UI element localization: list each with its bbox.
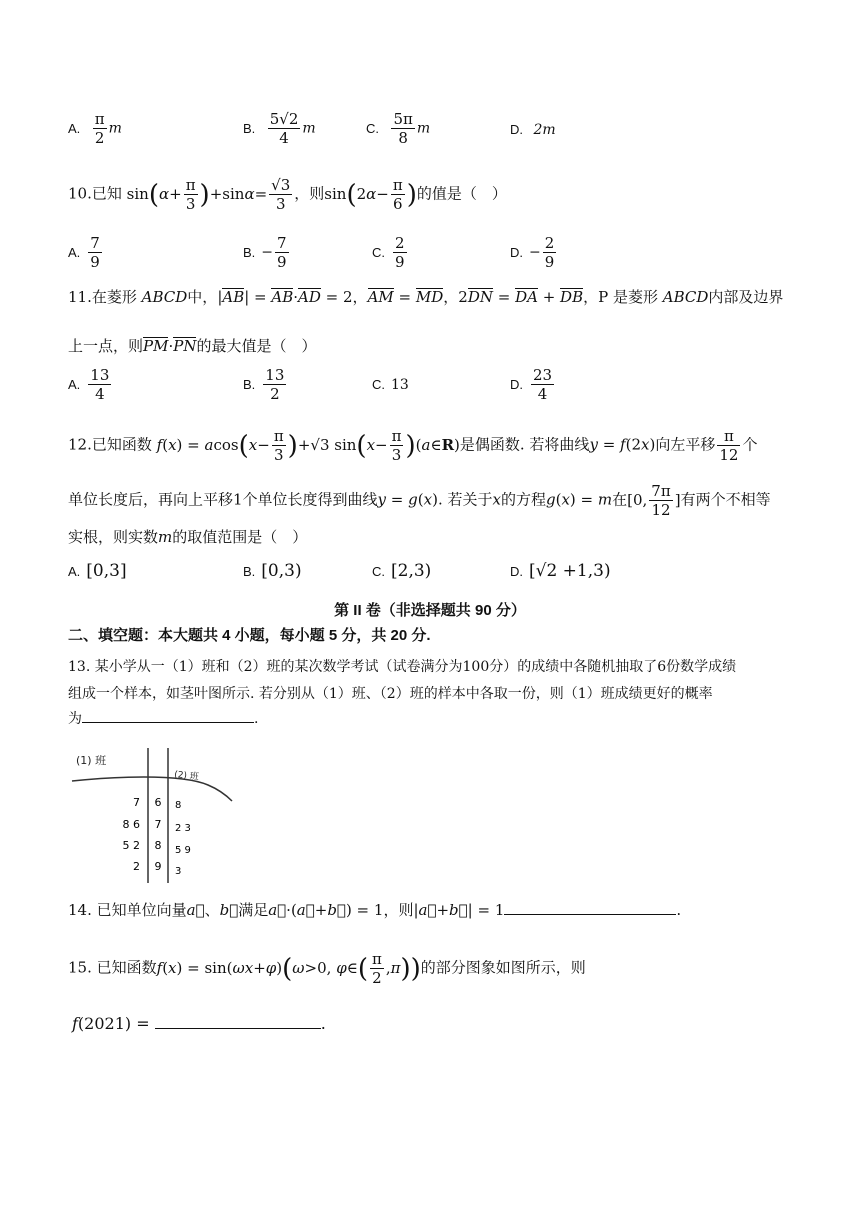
q9-option-a xyxy=(68,110,122,147)
option-label: C. xyxy=(372,244,385,260)
option-value: [0,3] xyxy=(86,561,127,581)
formula-vectors: |AB| = AB·AD = 2，AM = MD，2DN = DA + DB xyxy=(217,288,584,306)
section-title: 第 II 卷（非选择题共 90 分） xyxy=(334,602,526,619)
denominator: 9 xyxy=(277,253,287,271)
q11-line1 xyxy=(68,286,783,307)
question-text: 15. 已知函数 xyxy=(68,958,157,977)
numerator: 5π xyxy=(393,110,413,128)
option-label: D. xyxy=(510,244,523,260)
stem-leaf-right: 3 xyxy=(175,866,182,877)
formula-result: |a⃗+b⃗| = 1 xyxy=(413,901,505,919)
question-text: 已知 xyxy=(91,184,122,203)
answer-blank[interactable] xyxy=(82,706,254,723)
option-label: A. xyxy=(68,244,81,260)
q15-line1 xyxy=(68,950,586,987)
q12-option-a xyxy=(68,561,127,581)
question-text: 的部分图象如图所示，则 xyxy=(420,958,586,977)
question-text: 有两个不相等 xyxy=(680,490,771,509)
formula-curve: y = f(2x) xyxy=(589,435,656,454)
question-text: 个 xyxy=(742,435,758,454)
question-text: 在菱形 xyxy=(91,288,137,306)
q14-stem xyxy=(68,898,681,920)
stem-leaf-left: 8 6 xyxy=(122,818,140,831)
option-label: B. xyxy=(243,244,256,260)
formula-target: sin(2α− $\frac{\pi}{6}$ ) xyxy=(324,176,417,213)
numerator: 13 xyxy=(265,366,285,384)
question-number: 10. xyxy=(68,184,92,203)
question-number: 12. xyxy=(68,435,92,454)
q10-stem xyxy=(68,176,507,213)
denominator: 8 xyxy=(391,128,414,147)
denominator: 9 xyxy=(395,253,405,271)
question-text: 已知函数 xyxy=(91,435,152,454)
question-text: 实根，则实数 xyxy=(68,528,159,546)
vector-b: b⃗ xyxy=(219,901,239,919)
sign: − xyxy=(261,244,274,261)
question-text: 的值是（ ） xyxy=(416,184,507,203)
numerator: 7 xyxy=(90,234,100,252)
sign: − xyxy=(529,244,541,261)
question-text: 的取值范围是（ ） xyxy=(172,528,308,546)
numerator: 2 xyxy=(395,234,405,252)
q12-line1: 12.已知函数 f(x) = acos(x− $\frac{\pi}{3}$ )+√3 sin(x− $\frac{\pi}{3}$ )(a∈R)是偶函数. 若将曲线y = f(2x)向左平移 $\frac{\pi}{12}$ 个 xyxy=(68,427,758,464)
q9-option-b xyxy=(243,110,316,147)
denominator: 2 xyxy=(263,384,286,403)
question-text: . xyxy=(320,1014,326,1033)
numerator: 23 xyxy=(533,366,553,384)
option-value: 13 xyxy=(391,377,409,393)
formula-f-2021: f(2021) = xyxy=(72,1014,155,1033)
formula-f: f(x) = acos(x− $\frac{\pi}{3}$ )+√3 sin(x− $\frac{\pi}{3}$ )(a∈R) xyxy=(156,427,460,464)
option-label: A. xyxy=(68,564,81,579)
question-text: ，P 是菱形 xyxy=(583,288,658,306)
q12-line2: 单位长度后，再向上平移1个单位长度得到曲线y = g(x). 若关于x的方程g(x) = m在[0, $\frac{7\pi}{12}$ ]有两个不相等 xyxy=(68,482,771,519)
unit: m xyxy=(108,120,122,137)
option-label: C. xyxy=(372,377,385,392)
question-text: 向左平移 xyxy=(655,435,716,454)
stem-leaf-stem: 7 xyxy=(154,818,162,831)
question-text: 中， xyxy=(187,288,218,306)
q10-option-d xyxy=(510,234,558,271)
fraction xyxy=(93,110,107,147)
question-text: 14. 已知单位向量 xyxy=(68,901,187,919)
q15-line2 xyxy=(72,1012,326,1033)
q11-option-b xyxy=(243,366,288,403)
q10-option-a xyxy=(68,234,104,271)
formula-g: y = g(x) xyxy=(377,490,438,509)
question-text: . xyxy=(676,901,682,919)
numerator: 13 xyxy=(90,366,110,384)
numerator: 2 xyxy=(544,234,555,252)
option-label: B. xyxy=(243,376,256,392)
denominator: 4 xyxy=(531,384,554,403)
option-label: A. xyxy=(68,120,81,136)
answer-blank[interactable] xyxy=(504,898,676,915)
q11-option-a xyxy=(68,366,113,403)
option-label: D. xyxy=(510,122,523,137)
formula-f: f(x) = sin(ωx+φ)(ω>0, φ∈( $\frac{\pi}{2}$ ,π)) xyxy=(156,950,421,987)
fraction xyxy=(391,110,414,147)
numerator: 7 xyxy=(277,234,287,252)
formula-condition: a⃗·(a⃗+b⃗) = 1 xyxy=(268,901,384,919)
option-label: D. xyxy=(510,376,523,392)
formula-sin-alpha: sin(α+ $\frac{\pi}{3}$ )+sinα= $\frac{√3}{3}$ xyxy=(126,176,291,213)
option-label: A. xyxy=(68,376,81,392)
numerator: π xyxy=(94,110,105,128)
q13-line2: 组成一个样本，如茎叶图所示. 若分别从（1）班、（2）班的样本中各取一份，则（1）班成绩更好的概率 xyxy=(68,686,713,702)
answer-blank[interactable] xyxy=(155,1012,321,1029)
q12-option-c xyxy=(372,561,431,581)
denominator: 9 xyxy=(90,253,100,271)
left-header: (1) 班 xyxy=(76,754,107,767)
header-separator xyxy=(72,777,232,801)
question-text: . 若关于 xyxy=(437,490,493,509)
q11-line2 xyxy=(68,335,316,356)
q11-option-d xyxy=(510,366,556,403)
denominator: 9 xyxy=(544,253,555,271)
denominator: 2 xyxy=(93,128,107,147)
section-heading: 二、填空题：本大题共 4 小题，每小题 5 分，共 20 分. xyxy=(68,627,431,644)
denominator: 4 xyxy=(88,384,111,403)
unit: m xyxy=(416,120,431,137)
question-text: 为 xyxy=(68,711,82,727)
stem-leaf-right: 8 xyxy=(175,800,182,811)
question-number: 11. xyxy=(68,288,92,306)
denominator: 4 xyxy=(268,128,301,147)
question-text: 的最大值是（ ） xyxy=(196,337,317,355)
stem-leaf-right: 5 9 xyxy=(175,845,191,856)
right-header: (2) 班 xyxy=(173,770,200,783)
question-text: 在 xyxy=(612,490,628,509)
question-text: ，则 xyxy=(383,901,414,919)
q10-option-b xyxy=(243,234,291,271)
formula-eq: g(x) = m xyxy=(545,490,613,509)
option-value: [√2 +1,3) xyxy=(529,561,611,581)
question-text: ，则 xyxy=(294,184,325,203)
stem-leaf-figure xyxy=(70,743,235,883)
fraction xyxy=(268,110,301,147)
q12-option-d xyxy=(510,561,611,581)
question-text: 是偶函数. 若将曲线 xyxy=(459,435,590,454)
option-value: [2,3) xyxy=(391,561,432,581)
option-label: C. xyxy=(366,120,379,136)
question-text: 单位长度后，再向上平移1个单位长度得到曲线 xyxy=(68,490,378,509)
q9-option-d xyxy=(510,122,556,138)
stem-leaf-left: 7 xyxy=(133,796,140,809)
question-text: 上一点，则 xyxy=(68,337,144,355)
option-label: B. xyxy=(243,564,256,579)
stem-leaf-left: 2 xyxy=(133,860,140,873)
option-label: B. xyxy=(243,120,256,136)
question-text: 、 xyxy=(204,901,220,919)
q12-line3: 实根，则实数m的取值范围是（ ） xyxy=(68,528,308,546)
q9-option-c xyxy=(366,110,430,147)
question-text: 内部及边界 xyxy=(708,288,784,306)
option-value: 2m xyxy=(533,122,556,138)
q13-line1: 13. 某小学从一（1）班和（2）班的某次数学考试（试卷满分为100分）的成绩中各随机抽取了6份数学成绩 xyxy=(68,659,737,675)
q13-line3 xyxy=(68,706,258,728)
stem-leaf-stem: 6 xyxy=(154,796,162,809)
option-value: [0,3) xyxy=(261,561,302,581)
shape-name: ABCD xyxy=(662,288,709,306)
option-label: D. xyxy=(510,564,523,579)
numerator: 5√2 xyxy=(269,110,299,128)
question-text: 的方程 xyxy=(500,490,546,509)
shape-name: ABCD xyxy=(141,288,188,306)
stem-leaf-right: 2 3 xyxy=(175,823,191,834)
q10-option-c xyxy=(372,234,409,271)
vector-a: a⃗ xyxy=(186,901,205,919)
option-label: C. xyxy=(372,564,385,579)
formula-interval: [0, $\frac{7\pi}{12}$ ] xyxy=(627,482,681,519)
unit: m xyxy=(302,120,316,137)
stem-leaf-stem: 8 xyxy=(154,839,162,852)
question-text: . xyxy=(254,711,259,727)
q12-option-b xyxy=(243,561,302,581)
q11-option-c xyxy=(372,377,409,393)
question-text: 满足 xyxy=(238,901,269,919)
formula-dot: PM·PN xyxy=(143,337,197,355)
stem-leaf-left: 5 2 xyxy=(122,839,140,852)
stem-leaf-stem: 9 xyxy=(154,860,162,873)
